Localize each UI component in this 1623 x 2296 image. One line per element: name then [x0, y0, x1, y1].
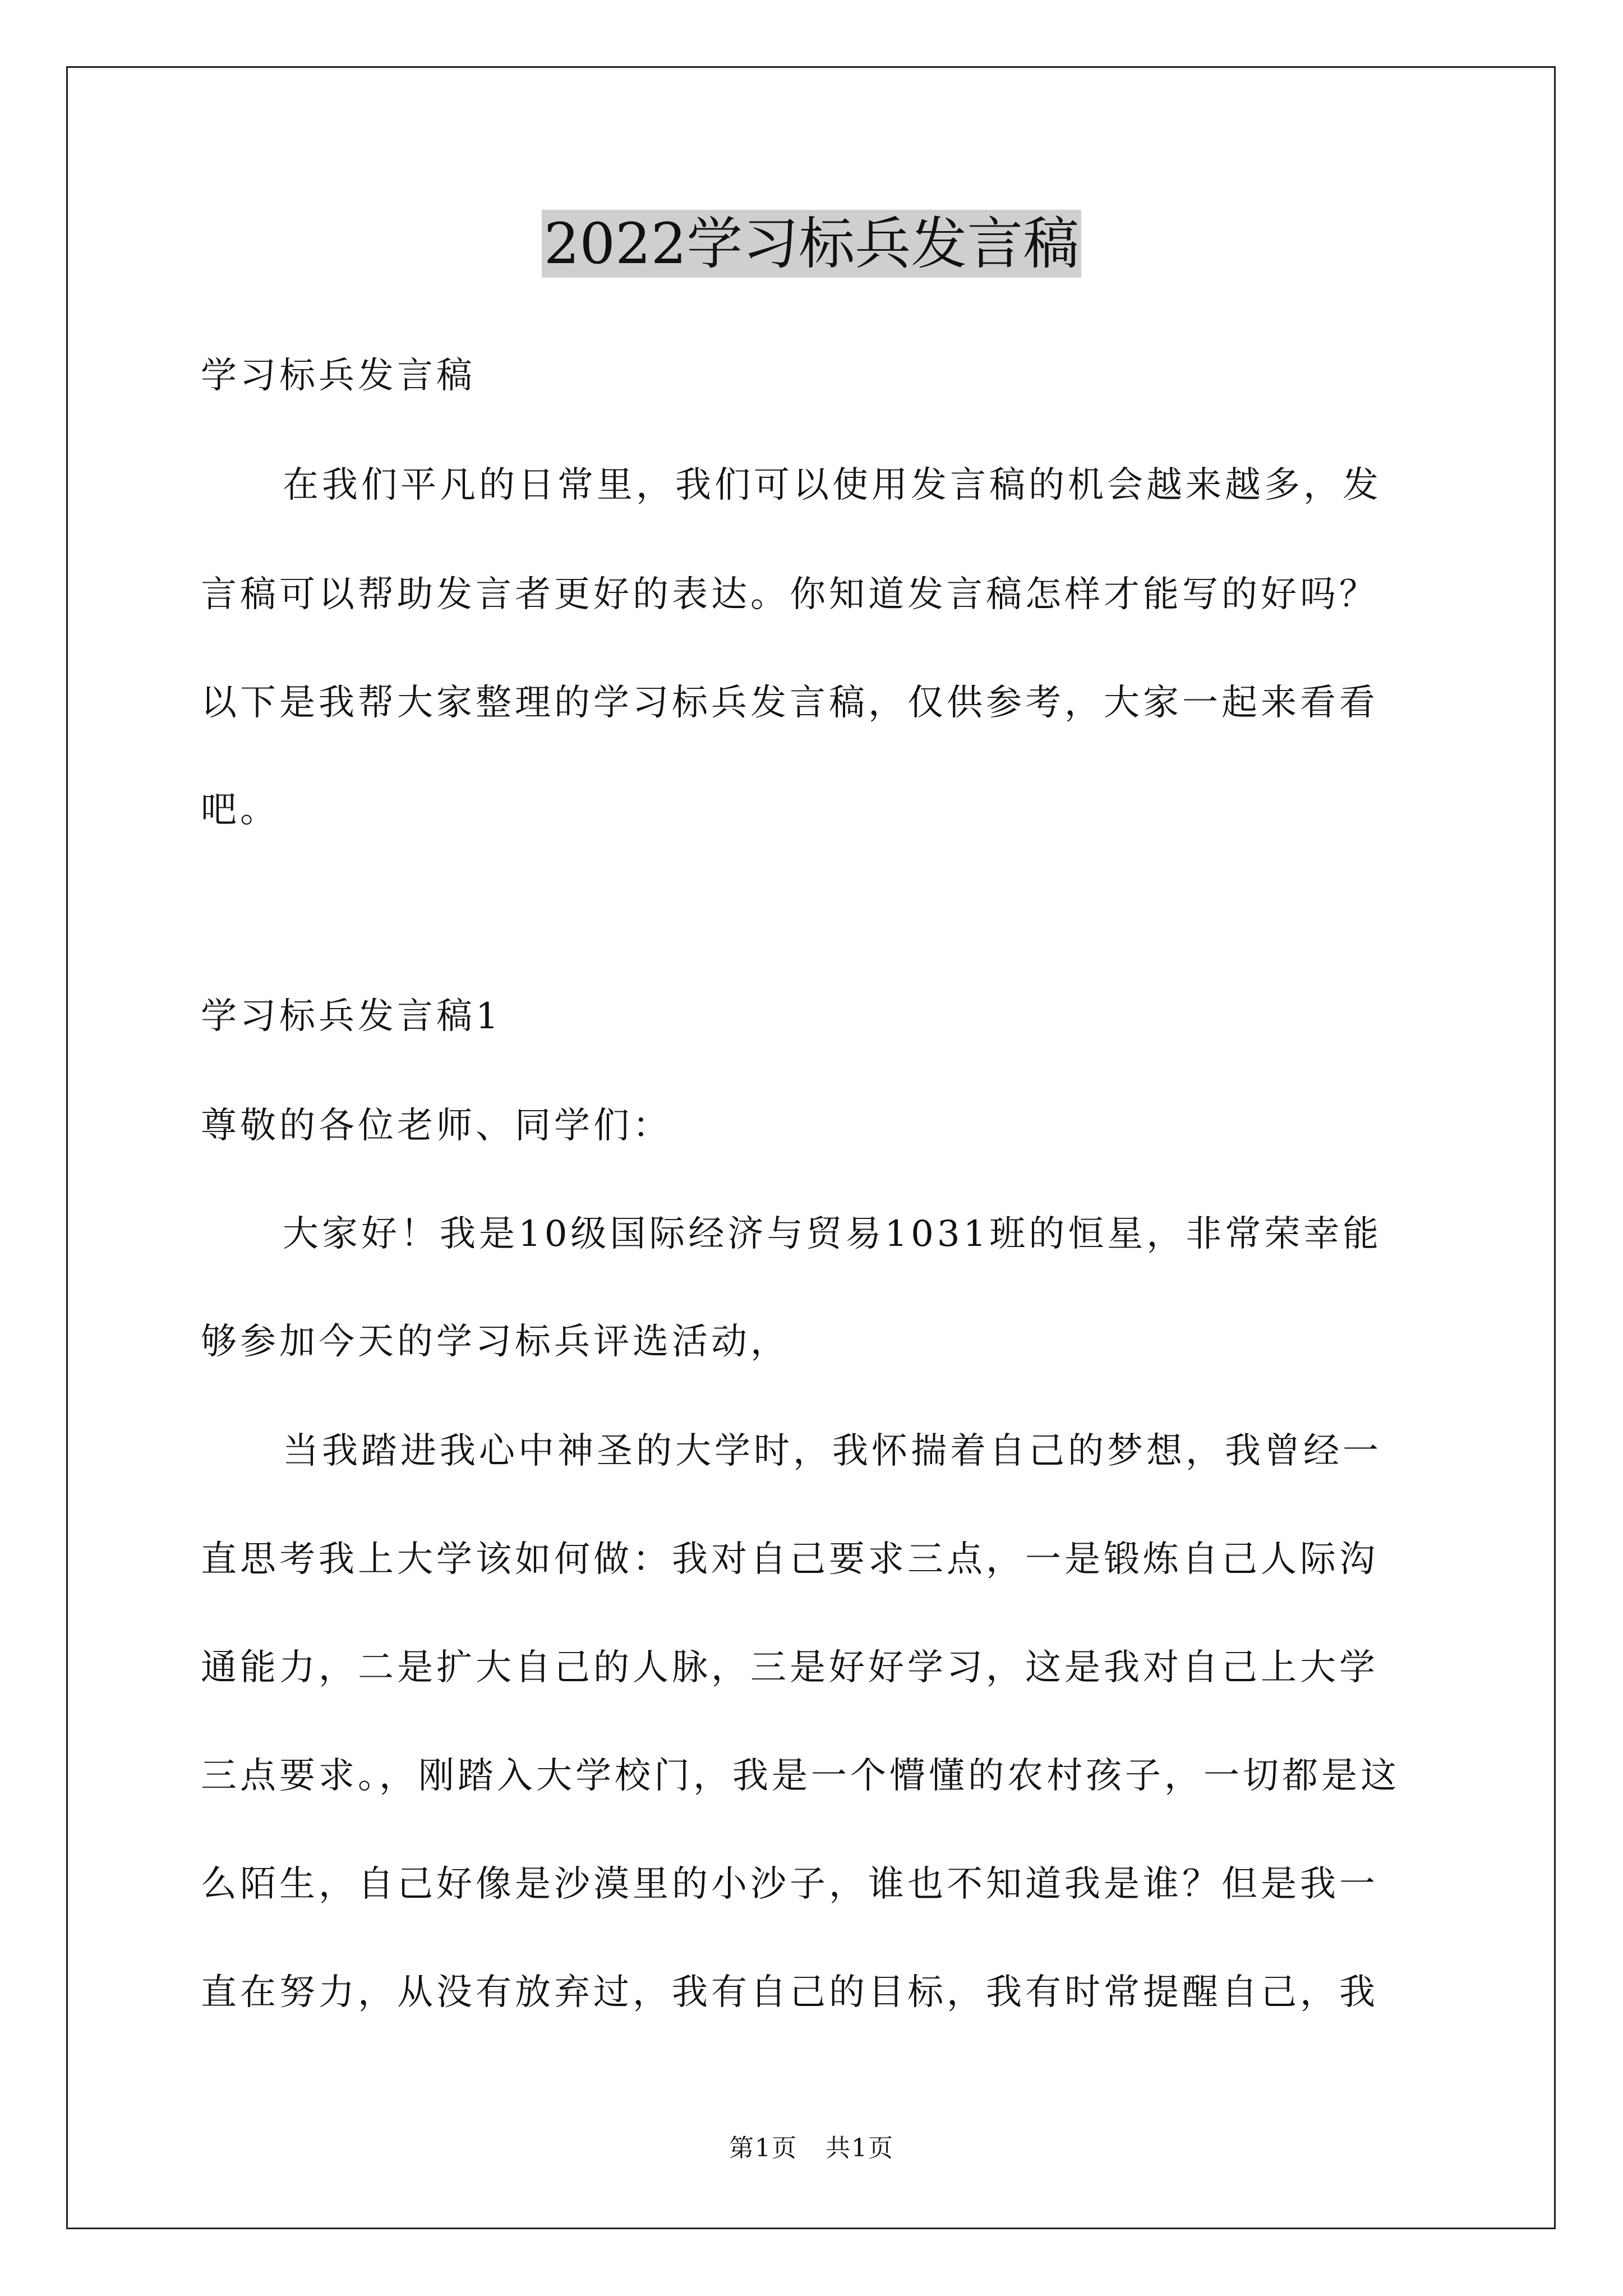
intro-line: 在我们平凡的日常里，我们可以使用发言稿的机会越来越多，发	[283, 464, 1382, 506]
document-title-text: 2022学习标兵发言稿	[542, 210, 1082, 278]
paragraph-line: 么陌生，自己好像是沙漠里的小沙子，谁也不知道我是谁？但是我一	[201, 1864, 1378, 1905]
paragraph-line: 通能力，二是扩大自己的人脉，三是好好学习，这是我对自己上大学	[201, 1647, 1378, 1688]
paragraph-line: 大家好！我是10级国际经济与贸易1031班的恒星，非常荣幸能	[283, 1213, 1382, 1255]
intro-line: 以下是我帮大家整理的学习标兵发言稿，仅供参考，大家一起来看看	[201, 682, 1378, 724]
paragraph-line: 直在努力，从没有放弃过，我有自己的目标，我有时常提醒自己，我	[201, 1972, 1378, 2013]
intro-line: 吧。	[201, 789, 279, 831]
document-subtitle: 学习标兵发言稿	[201, 355, 476, 397]
paragraph-line: 够参加今天的学习标兵评选活动，	[201, 1321, 790, 1363]
paragraph-line: 三点要求。，刚踏入大学校门，我是一个懵懂的农村孩子，一切都是这	[201, 1755, 1400, 1797]
paragraph-line: 直思考我上大学该如何做：我对自己要求三点，一是锻炼自己人际沟	[201, 1539, 1378, 1580]
page-total: 共1页	[826, 2134, 894, 2162]
greeting: 尊敬的各位老师、同学们：	[201, 1105, 672, 1147]
page-number: 第1页	[729, 2134, 797, 2162]
paragraph-line: 当我踏进我心中神圣的大学时，我怀揣着自己的梦想，我曾经一	[283, 1430, 1382, 1472]
page-footer	[0, 2132, 1623, 2165]
section-heading: 学习标兵发言稿1	[201, 996, 502, 1037]
intro-line: 言稿可以帮助发言者更好的表达。你知道发言稿怎样才能写的好吗？	[201, 574, 1378, 615]
document-title	[0, 208, 1623, 280]
